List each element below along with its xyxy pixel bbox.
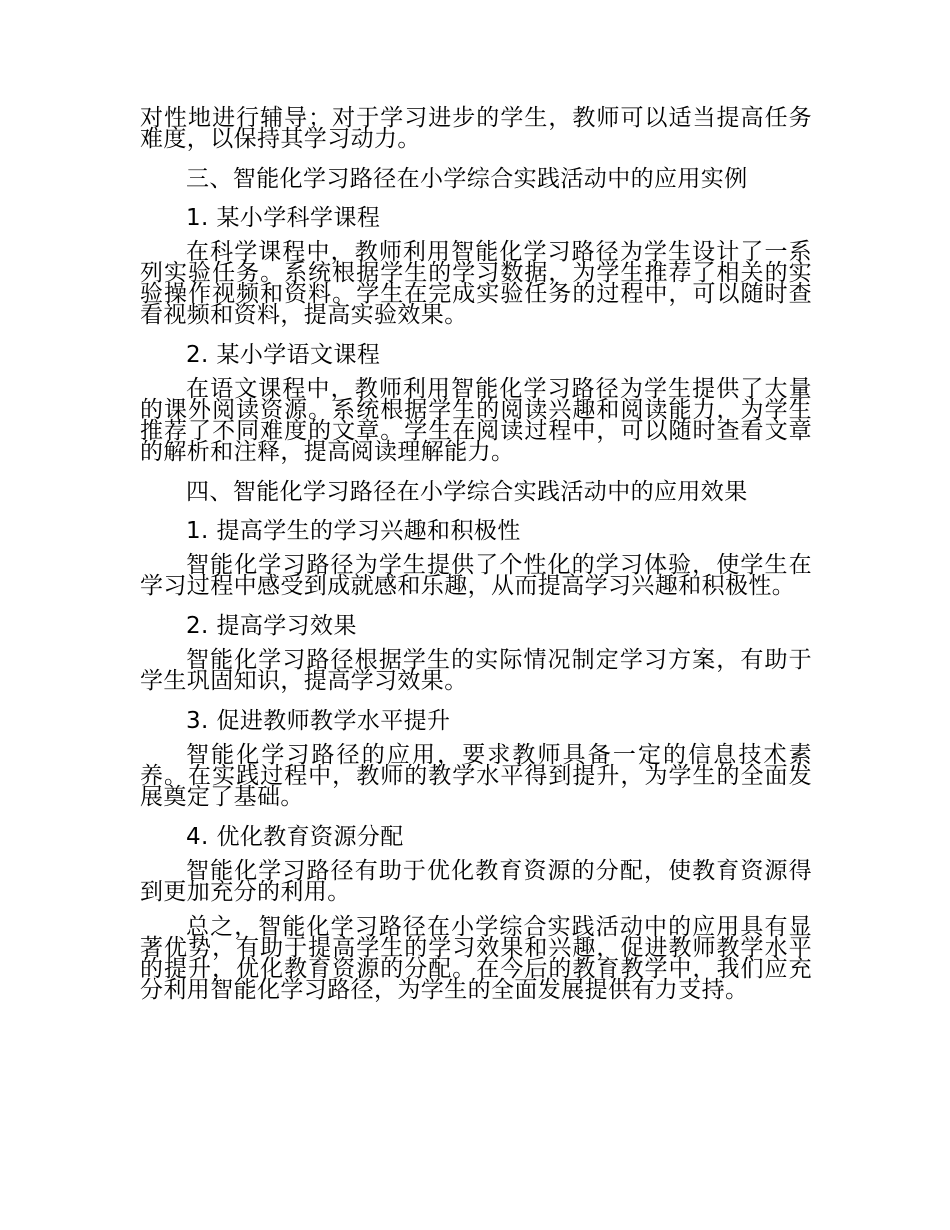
subheading-effect: 2. 提高学习效果 — [186, 613, 357, 639]
paragraph-interest: 智能化学习路径为学生提供了个性化的学习体验，使学生在学习过程中感受到成就感和乐趣，从而提高学习兴趣和积极性。 — [140, 552, 812, 599]
paragraph-science-course: 在科学课程中，教师利用智能化学习路径为学生设计了一系列实验任务。系统根据学生的学习数据，为学生推荐了相关的实验操作视频和资料。学生在完成实验任务的过程中，可以随时查看视频和资料，提高实验效果。 — [140, 239, 812, 328]
section-heading-3: 三、智能化学习路径在小学综合实践活动中的应用实例 — [186, 166, 748, 192]
document-page — [140, 105, 812, 1015]
subheading-interest: 1. 提高学生的学习兴趣和积极性 — [186, 518, 521, 544]
paragraph-conclusion: 总之，智能化学习路径在小学综合实践活动中的应用具有显著优势，有助于提高学生的学习效果和兴趣，促进教师教学水平的提升，优化教育资源的分配。在今后的教育教学中，我们应充分利用智能化学习路径，为学生的全面发展提供有力支持。 — [140, 914, 812, 1003]
subheading-science-course: 1. 某小学科学课程 — [186, 205, 381, 231]
paragraph-continued: 对性地进行辅导；对于学习进步的学生，教师可以适当提高任务难度，以保持其学习动力。 — [140, 105, 812, 152]
paragraph-teacher: 智能化学习路径的应用，要求教师具备一定的信息技术素养。在实践过程中，教师的教学水平得到提升，为学生的全面发展奠定了基础。 — [140, 742, 812, 810]
paragraph-resources: 智能化学习路径有助于优化教育资源的分配，使教育资源得到更加充分的利用。 — [140, 858, 812, 905]
subheading-resources: 4. 优化教育资源分配 — [186, 824, 404, 850]
paragraph-effect: 智能化学习路径根据学生的实际情况制定学习方案，有助于学生巩固知识，提高学习效果。 — [140, 647, 812, 694]
section-heading-4: 四、智能化学习路径在小学综合实践活动中的应用效果 — [186, 479, 748, 505]
subheading-teacher: 3. 促进教师教学水平提升 — [186, 708, 451, 734]
subheading-chinese-course: 2. 某小学语文课程 — [186, 342, 381, 368]
paragraph-chinese-course: 在语文课程中，教师利用智能化学习路径为学生提供了大量的课外阅读资源。系统根据学生的阅读兴趣和阅读能力，为学生推荐了不同难度的文章。学生在阅读过程中，可以随时查看文章的解析和注释，提高阅读理解能力。 — [140, 376, 812, 465]
